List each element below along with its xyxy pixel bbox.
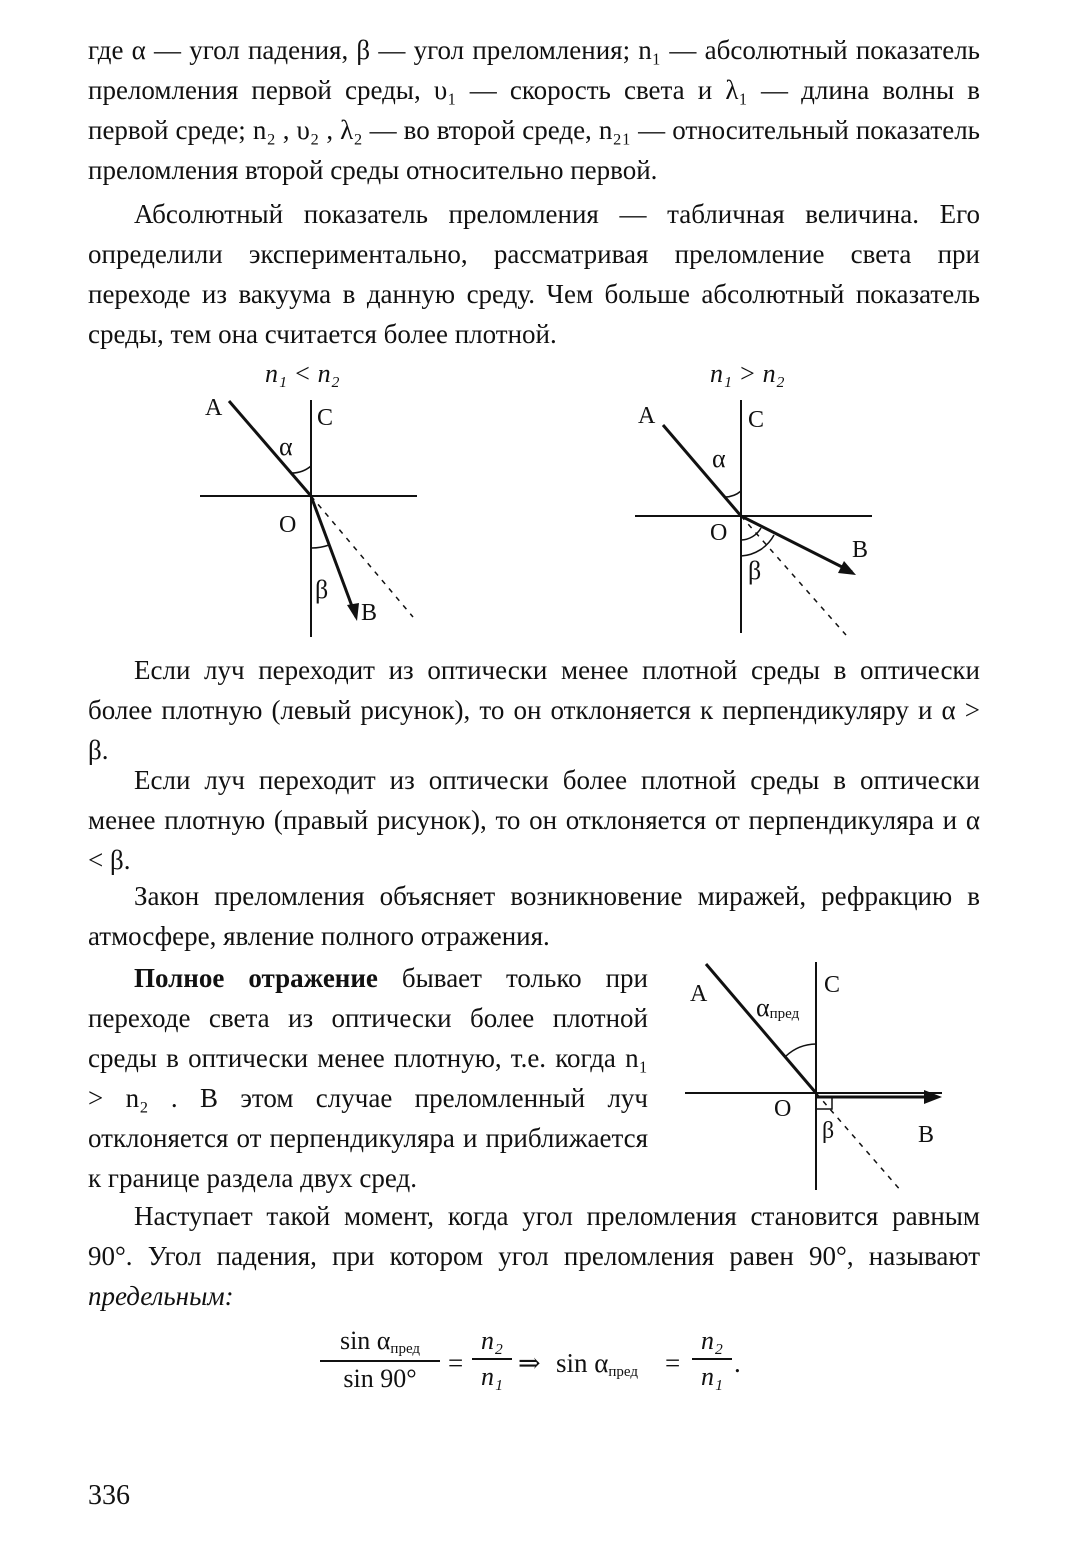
- label-a: A: [638, 403, 656, 429]
- label-a: A: [205, 395, 223, 421]
- paragraph-total-reflection: Полное отражение бывает только при переходе света из оптически более плотной среды в оптически менее плотную, т.е. когда n₁ > n₂ . В этом случае преломленный луч отклоняется от перпендикуляра и приближается к границе раздела двух сред.: [88, 963, 648, 1193]
- label-beta: β: [315, 575, 329, 604]
- implies-sign: ⇒: [518, 1348, 541, 1378]
- label-b: B: [361, 600, 378, 626]
- label-b: B: [918, 1122, 935, 1148]
- label-alpha-limit: αпред: [756, 993, 800, 1022]
- term-limit: предельным:: [88, 1281, 234, 1311]
- equals-sign: =: [665, 1348, 681, 1378]
- term-total-reflection: Полное отражение: [134, 963, 378, 993]
- label-beta: β: [748, 556, 762, 585]
- figure-total-reflection: [680, 956, 960, 1196]
- fraction-sin-ratio: $\sin \alpha_{пред}$ sin 90°: [320, 1326, 440, 1394]
- figure-refraction-left: [195, 355, 425, 640]
- label-o: O: [279, 512, 297, 538]
- figure-refraction-right: [630, 355, 880, 640]
- label-c: C: [824, 972, 841, 998]
- paragraph-less-to-more-dense: Если луч переходит из оптически менее плотной среды в оптически более плотную (левый рисунок), то он отклоняется к перпендикуляру и α > β.: [88, 655, 980, 765]
- label-alpha: α: [279, 432, 293, 461]
- label-b: B: [852, 537, 869, 563]
- label-o: O: [774, 1096, 792, 1122]
- label-c: C: [317, 405, 334, 431]
- label-a: A: [690, 981, 708, 1007]
- paragraph-definitions: где α — угол падения, β — угол преломления; n₁ — абсолютный показатель преломления первой среды, υ₁ — скорость света и λ₁ — длина волны в первой среде; n₂ , υ₂ , λ₂ — во второй среде, n₂₁ — относительный показатель преломления второй среды относительно первой.: [88, 35, 980, 185]
- label-alpha: α: [712, 444, 726, 473]
- figure-title: n₁ > n₂: [710, 359, 785, 388]
- label-beta: β: [822, 1118, 835, 1144]
- paragraph-more-to-less-dense: Если луч переходит из оптически более плотной среды в оптически менее плотную (правый рисунок), то он отклоняется от перпендикуляра и α < β.: [88, 765, 980, 875]
- fraction-n2-n1-result: $\frac{\text{n₂}}{\text{n₁}}$: [692, 1326, 732, 1392]
- equals-sign: =: [448, 1348, 464, 1378]
- label-c: C: [748, 407, 765, 433]
- period: .: [734, 1348, 741, 1378]
- sin-alpha-limit: $\sin \alpha_{пред}$: [556, 1348, 639, 1380]
- fraction-n2-n1: $\frac{\text{n₂}}{\text{n₁}}$: [472, 1326, 512, 1392]
- paragraph-absolute-index: Абсолютный показатель преломления — табличная величина. Его определили экспериментально, рассматривая преломление света при переходе из вакуума в данную среду. Чем больше абсолютный показатель среды, тем она считается более плотной.: [88, 199, 980, 349]
- paragraph-refraction-law: Закон преломления объясняет возникновение миражей, рефракцию в атмосфере, явление полного отражения.: [88, 881, 980, 951]
- page-number: 336: [88, 1480, 130, 1511]
- label-o: O: [710, 520, 728, 546]
- formula-limit-angle: [320, 1326, 780, 1416]
- figure-title: n₁ < n₂: [265, 359, 340, 388]
- paragraph-limit-angle: Наступает такой момент, когда угол преломления становится равным 90°. Угол падения, при котором угол преломления равен 90°, называют предельным:: [88, 1201, 980, 1311]
